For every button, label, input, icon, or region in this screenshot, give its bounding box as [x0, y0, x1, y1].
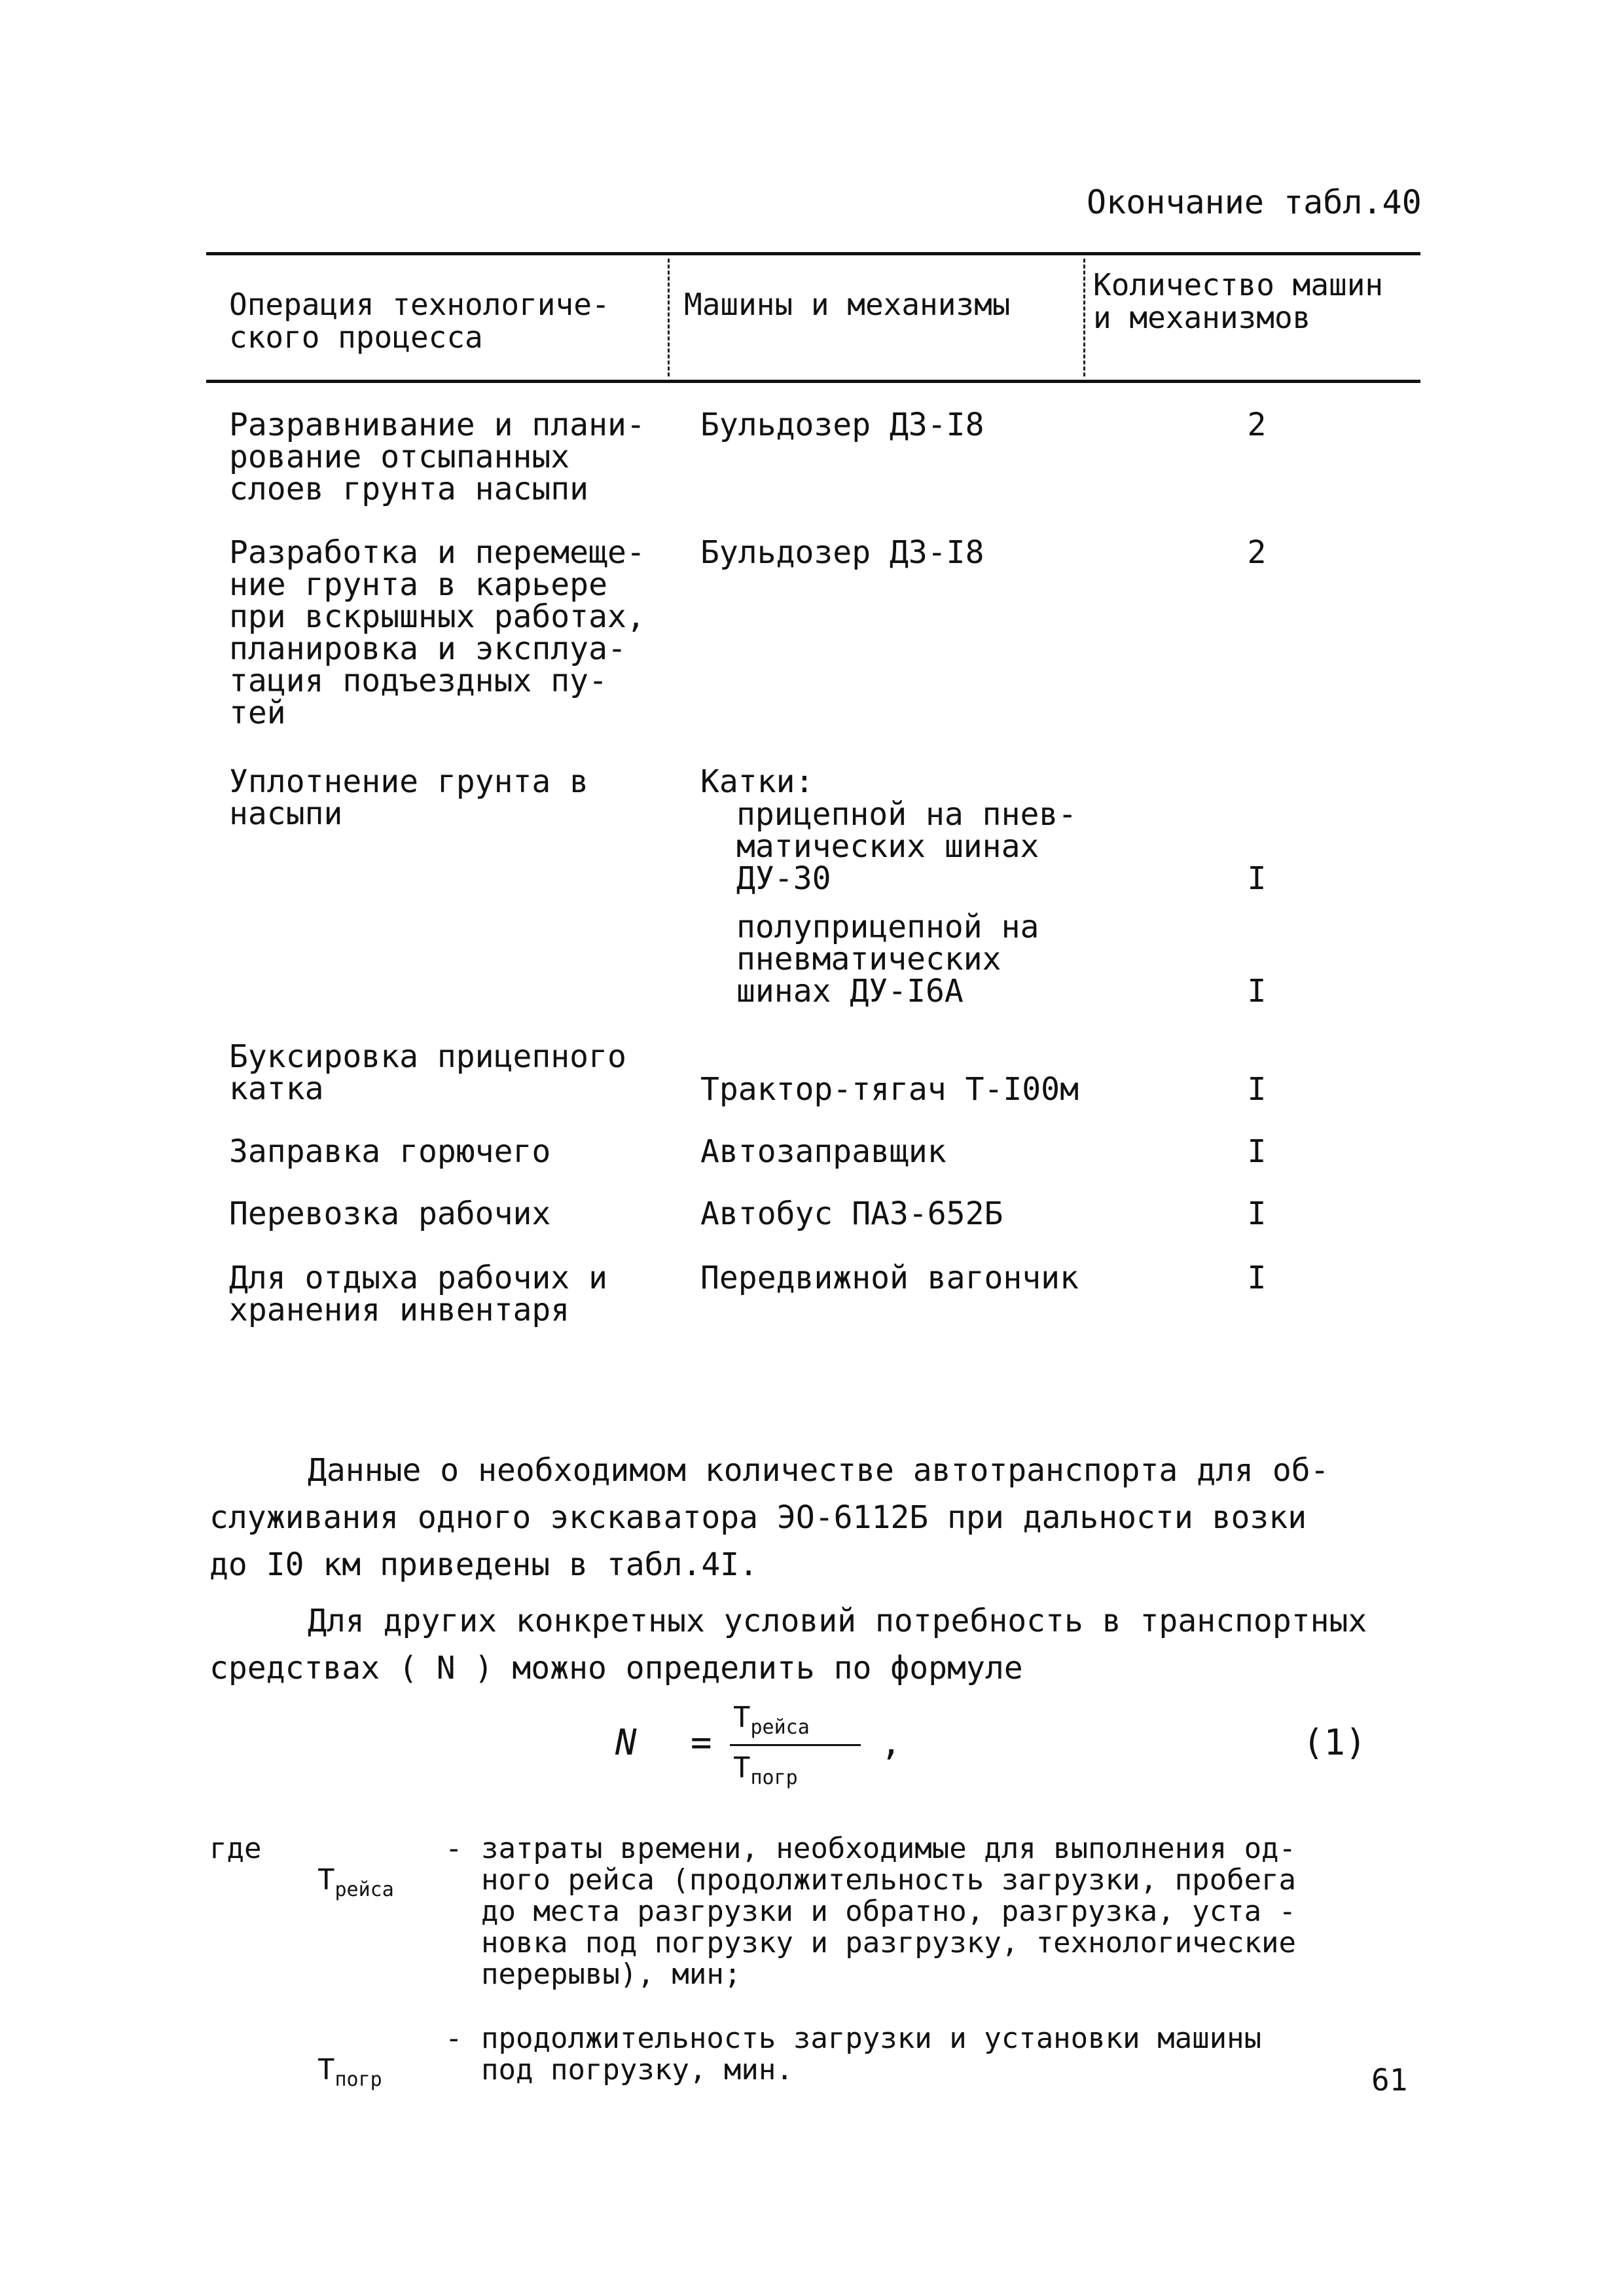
table-caption: Окончание табл.40 [1087, 183, 1422, 221]
symbol-letter: T [317, 1863, 335, 1897]
symbol-subscript: погр [334, 2068, 382, 2091]
row-machine: Трактор-тягач Т-I00м [700, 1071, 1079, 1108]
symbol-letter: T [317, 2053, 335, 2086]
row-machine: Бульдозер ДЗ-I8 [700, 407, 984, 443]
numerator-symbol: T [733, 1701, 751, 1734]
denominator-symbol: T [733, 1751, 751, 1785]
column-separator [668, 259, 670, 376]
formula-numerator [733, 1701, 810, 1739]
table-header-rule [206, 380, 1420, 383]
row-quantity: I [1247, 1071, 1267, 1108]
formula-denominator [733, 1751, 798, 1789]
row-machine: Передвижной вагончик [700, 1260, 1079, 1296]
where-label: где [209, 1832, 262, 1865]
row-machine: прицепной на пнев- матических шинах ДУ-30 [736, 796, 1077, 897]
row-operation: Заправка горючего [229, 1133, 551, 1170]
row-operation: Уплотнение грунта в насыпи [229, 763, 589, 832]
row-quantity: I [1247, 1260, 1267, 1296]
row-quantity: 2 [1247, 407, 1267, 443]
row-operation: Разработка и перемеще- ние грунта в карьере при вскрышных работах, планировка и эксплуа- тация подъездных пу- тей [229, 534, 645, 731]
header-machines: Машины и механизмы [684, 287, 1011, 322]
where-definition: затраты времени, необходимые для выполнения од- ного рейса (продолжительность загрузки, пробега до места разгрузки и обратно, разгрузка, уста - новка под погрузку и разгрузку, технологические перерывы), мин; [481, 1832, 1297, 1991]
row-machine: Автозаправщик [700, 1133, 947, 1170]
row-quantity: I [1247, 973, 1267, 1010]
formula-comma: , [880, 1722, 902, 1763]
row-machine: Бульдозер ДЗ-I8 [700, 534, 984, 571]
row-quantity: I [1247, 1195, 1267, 1232]
body-paragraph: Данные о необходимом количестве автотранспорта для об- служивания одного экскаватора ЭО-6112Б при дальности возки до I0 км приведены в табл.4I. [209, 1452, 1329, 1583]
row-operation: Перевозка рабочих [229, 1195, 551, 1232]
header-quantity: Количество машин и механизмов [1093, 267, 1384, 335]
where-dash: - [445, 1832, 463, 1865]
row-machine: полуприцепной на пневматических шинах ДУ-I6А [736, 909, 1039, 1010]
row-machine: Катки: [700, 763, 814, 800]
page-number: 61 [1371, 2062, 1408, 2098]
header-operation: Операция технологиче- ского процесса [229, 287, 610, 355]
numerator-subscript: рейса [750, 1715, 810, 1739]
table-top-rule [206, 252, 1420, 255]
row-operation: Разравнивание и плани- рование отсыпанных слоев грунта насыпи [229, 407, 645, 507]
row-quantity: I [1247, 860, 1267, 897]
symbol-subscript: рейса [334, 1878, 394, 1901]
where-symbol [317, 1833, 394, 1906]
body-paragraph: Для других конкретных условий потребность в транспортных средствах ( N ) можно определить по формуле [209, 1603, 1367, 1686]
denominator-subscript: погр [750, 1766, 798, 1789]
where-dash: - [445, 2022, 463, 2055]
row-operation: Буксировка прицепного катка [229, 1038, 626, 1107]
where-symbol [317, 2023, 382, 2096]
row-operation: Для отдыха рабочих и хранения инвентаря [229, 1260, 607, 1328]
fraction-bar [730, 1744, 861, 1746]
row-machine: Автобус ПАЗ-652Б [700, 1195, 1003, 1232]
row-quantity: I [1247, 1133, 1267, 1170]
formula-equals: = [691, 1722, 712, 1763]
formula-number: (1) [1303, 1722, 1367, 1763]
column-separator [1083, 259, 1085, 376]
where-definition: продолжительность загрузки и установки машины под погрузку, мин. [481, 2022, 1262, 2086]
formula-lhs: N [615, 1722, 637, 1763]
row-quantity: 2 [1247, 534, 1267, 571]
